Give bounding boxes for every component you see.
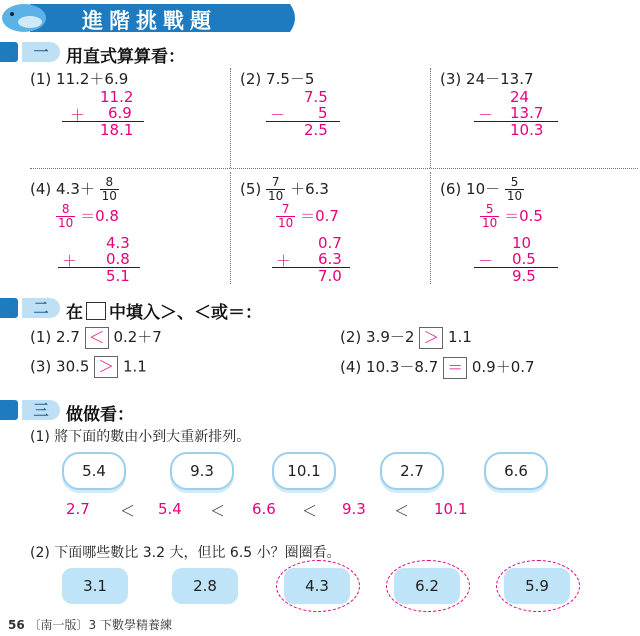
compare-item-4: (4) 10.3－8.7 ＝ 0.9＋0.7 — [340, 357, 535, 377]
answer-box: ＝ — [443, 357, 467, 379]
option-pill: 2.8 — [172, 568, 238, 604]
whale-icon — [2, 4, 46, 32]
problem-4-bottom: 0.8 — [106, 250, 130, 268]
section-tag — [0, 42, 18, 62]
problem-5-top: 0.7 — [318, 234, 342, 252]
section-2-number: 二 — [22, 298, 60, 318]
sorted-value: 10.1 — [434, 500, 468, 518]
page-title: 進階挑戰題 — [82, 9, 217, 33]
less-than-sign: ＜ — [302, 502, 318, 520]
answer-line — [266, 121, 340, 122]
number-cloud: 9.3 — [170, 452, 234, 490]
problem-2: (2) 7.5－5 — [240, 70, 315, 88]
problem-1-result: 18.1 — [100, 121, 134, 139]
problem-6: (6) 10－ $\frac{5}{10}$ — [440, 175, 523, 203]
problem-2-result: 2.5 — [304, 121, 328, 139]
problem-2-op: － — [270, 106, 286, 124]
grid-divider — [430, 172, 431, 284]
section-2-title: 在 中填入＞、＜或＝： — [66, 303, 262, 323]
compare-item-1: (1) 2.7 ＜ 0.2＋7 — [30, 327, 162, 347]
problem-5-conversion: $\frac{7}{10}$ ＝0.7 — [278, 202, 339, 230]
problem-4-conversion: $\frac{8}{10}$ ＝0.8 — [58, 202, 119, 230]
number-cloud: 10.1 — [272, 452, 336, 490]
sorted-value: 6.6 — [252, 500, 276, 518]
problem-6-bottom: 0.5 — [512, 250, 536, 268]
problem-6-conversion: $\frac{5}{10}$ ＝0.5 — [482, 202, 543, 230]
problem-5-bottom: 6.3 — [318, 250, 342, 268]
section-1-title: 用直式算算看： — [66, 47, 185, 67]
answer-box: ＜ — [85, 327, 109, 349]
problem-6-op: － — [478, 252, 494, 270]
problem-6-top: 10 — [512, 234, 532, 252]
blank-box-icon — [86, 302, 106, 320]
problem-5-op: ＋ — [276, 252, 292, 270]
problem-3-op: － — [478, 106, 494, 124]
less-than-sign: ＜ — [210, 502, 226, 520]
sorted-value: 2.7 — [66, 500, 90, 518]
sorted-value: 5.4 — [158, 500, 182, 518]
option-pill: 6.2 — [394, 568, 460, 604]
problem-2-top: 7.5 — [304, 88, 328, 106]
number-cloud: 5.4 — [62, 452, 126, 490]
grid-divider — [230, 68, 231, 168]
less-than-sign: ＜ — [120, 502, 136, 520]
problem-3: (3) 24－13.7 — [440, 70, 534, 88]
problem-1: (1) 11.2＋6.9 — [30, 70, 129, 88]
section-tag — [0, 400, 18, 420]
problem-4-result: 5.1 — [106, 267, 130, 285]
problem-4-op: ＋ — [62, 252, 78, 270]
problem-3-bottom: 13.7 — [510, 104, 544, 122]
option-pill: 3.1 — [62, 568, 128, 604]
section-1-number: 一 — [22, 42, 60, 62]
footer-text: 〔南一版〕3 下數學精養練 — [28, 618, 172, 632]
option-pill: 4.3 — [284, 568, 350, 604]
problem-2-bottom: 5 — [318, 104, 328, 122]
problem-1-top: 11.2 — [100, 88, 134, 106]
problem-4: (4) 4.3＋ $\frac{8}{10}$ — [30, 175, 117, 203]
section-tag — [0, 298, 18, 318]
problem-1-bottom: 6.9 — [108, 104, 132, 122]
grid-divider — [30, 168, 638, 169]
compare-item-2: (2) 3.9－2 ＞ 1.1 — [340, 327, 472, 347]
page-footer — [8, 616, 172, 633]
number-cloud: 2.7 — [380, 452, 444, 490]
problem-5: (5) $\frac{7}{10}$ ＋6.3 — [240, 175, 329, 203]
question-1: (1) 將下面的數由小到大重新排列。 — [30, 429, 251, 445]
less-than-sign: ＜ — [394, 502, 410, 520]
grid-divider — [430, 68, 431, 168]
number-cloud: 6.6 — [484, 452, 548, 490]
compare-item-3: (3) 30.5 ＞ 1.1 — [30, 357, 147, 376]
sorted-value: 9.3 — [342, 500, 366, 518]
problem-1-op: ＋ — [70, 106, 86, 124]
problem-4-top: 4.3 — [106, 234, 130, 252]
page-number: 56 — [8, 618, 25, 632]
question-2: (2) 下面哪些數比 3.2 大，但比 6.5 小？圈圈看。 — [30, 545, 341, 561]
answer-box: ＞ — [94, 356, 118, 378]
problem-6-result: 9.5 — [512, 267, 536, 285]
section-3-number: 三 — [22, 400, 60, 420]
answer-box: ＞ — [419, 327, 443, 349]
option-pill: 5.9 — [504, 568, 570, 604]
grid-divider — [230, 172, 231, 284]
section-3-title: 做做看： — [66, 405, 134, 425]
problem-5-result: 7.0 — [318, 267, 342, 285]
problem-3-result: 10.3 — [510, 121, 544, 139]
problem-3-top: 24 — [510, 88, 530, 106]
